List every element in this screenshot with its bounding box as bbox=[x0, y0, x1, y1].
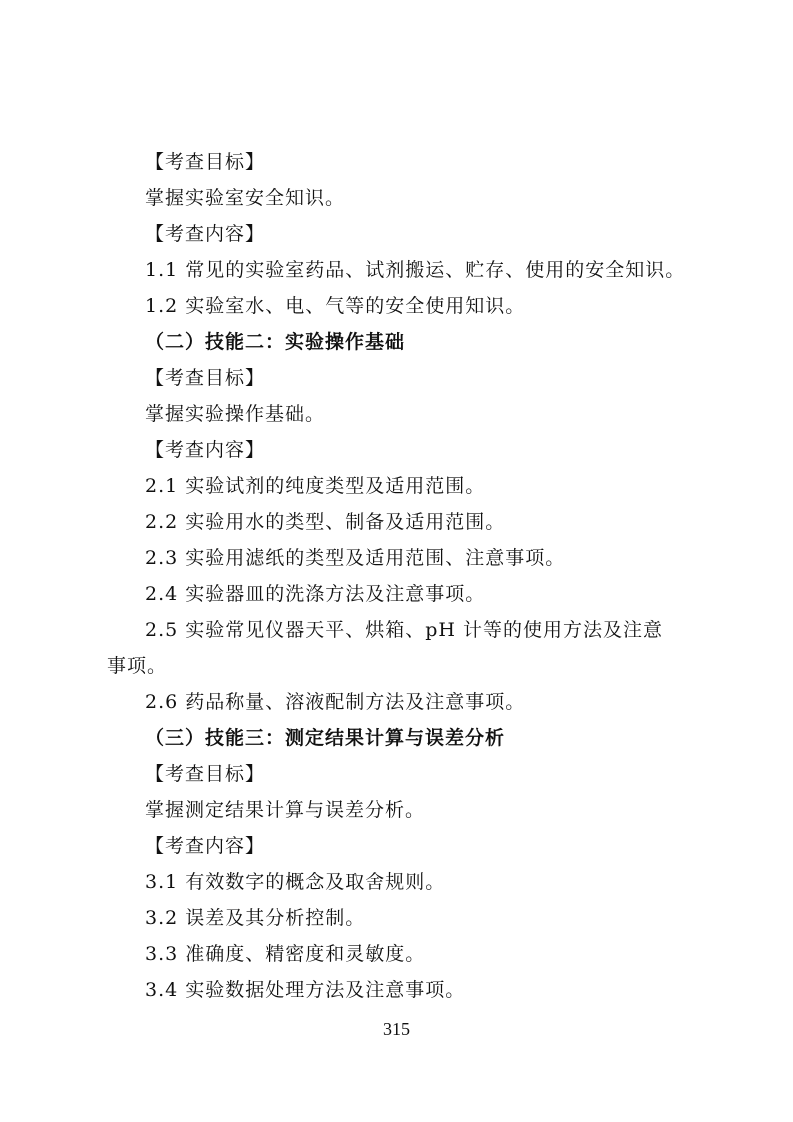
list-item: 2.5 实验常见仪器天平、烘箱、pH 计等的使用方法及注意 bbox=[145, 619, 664, 641]
body-text: 掌握实验操作基础。 bbox=[145, 403, 326, 425]
list-item: 2.2 实验用水的类型、制备及适用范围。 bbox=[145, 511, 506, 533]
list-item: 3.3 准确度、精密度和灵敏度。 bbox=[145, 943, 426, 965]
list-item-continuation: 事项。 bbox=[107, 655, 168, 677]
section-label-objective: 【考查目标】 bbox=[145, 367, 266, 389]
list-item: 3.1 有效数字的概念及取舍规则。 bbox=[145, 871, 446, 893]
list-item: 1.2 实验室水、电、气等的安全使用知识。 bbox=[145, 295, 526, 317]
list-item: 2.1 实验试剂的纯度类型及适用范围。 bbox=[145, 475, 486, 497]
list-item: 2.4 实验器皿的洗涤方法及注意事项。 bbox=[145, 583, 486, 605]
section-label-content: 【考查内容】 bbox=[145, 223, 266, 245]
list-item: 3.4 实验数据处理方法及注意事项。 bbox=[145, 979, 466, 1001]
list-item: 2.6 药品称量、溶液配制方法及注意事项。 bbox=[145, 691, 526, 713]
section-label-objective: 【考查目标】 bbox=[145, 763, 266, 785]
section-label-content: 【考查内容】 bbox=[145, 439, 266, 461]
body-text: 掌握测定结果计算与误差分析。 bbox=[145, 799, 426, 821]
section-heading: （三）技能三：测定结果计算与误差分析 bbox=[145, 727, 506, 749]
list-item: 1.1 常见的实验室药品、试剂搬运、贮存、使用的安全知识。 bbox=[145, 259, 686, 281]
list-item: 3.2 误差及其分析控制。 bbox=[145, 907, 366, 929]
section-heading: （二）技能二：实验操作基础 bbox=[145, 331, 406, 353]
body-text: 掌握实验室安全知识。 bbox=[145, 187, 346, 209]
section-label-content: 【考查内容】 bbox=[145, 835, 266, 857]
list-item: 2.3 实验用滤纸的类型及适用范围、注意事项。 bbox=[145, 547, 566, 569]
page-number: 315 bbox=[383, 1019, 410, 1039]
section-label-objective: 【考查目标】 bbox=[145, 151, 266, 173]
